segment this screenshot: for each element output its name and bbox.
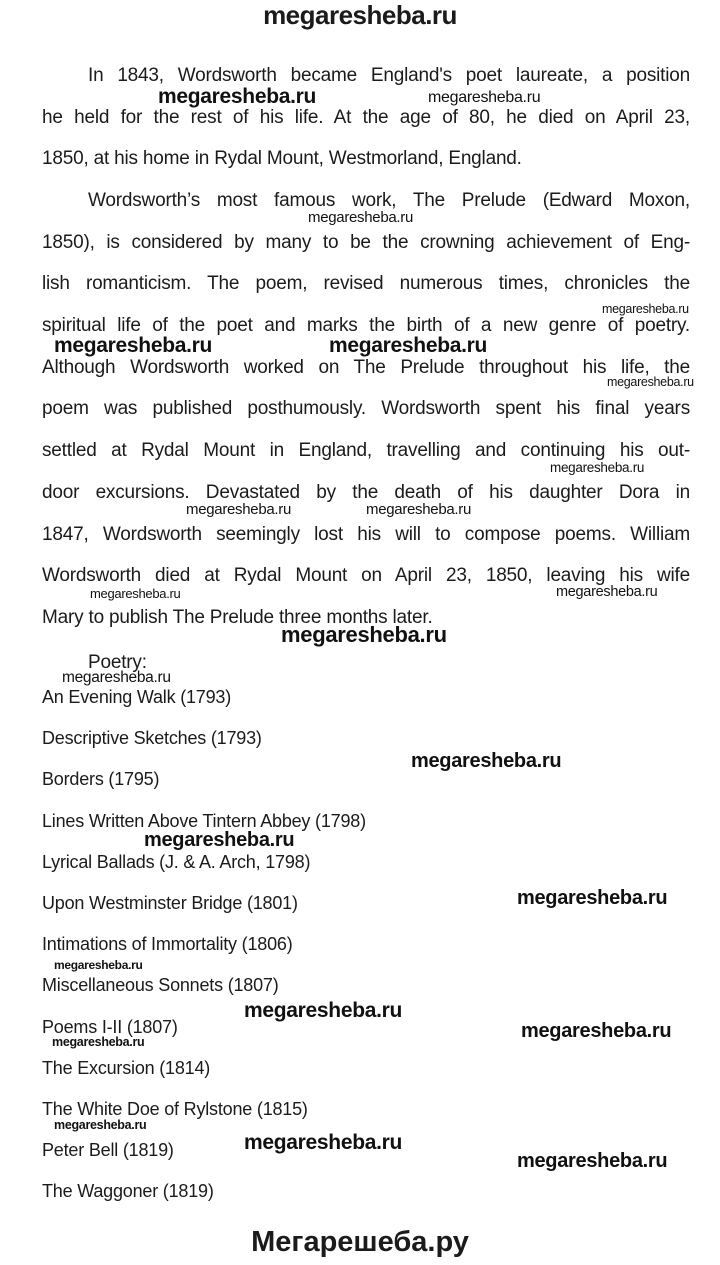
paragraph-line: Wordsworth died at Rydal Mount on April 23, 1850, leaving his wife	[42, 565, 690, 587]
watermark: megaresheba.ru	[90, 586, 181, 601]
watermark: megaresheba.ru	[329, 334, 488, 357]
poetry-list-item: Miscellaneous Sonnets (1807)	[42, 975, 279, 996]
watermark: megaresheba.ru	[54, 1118, 147, 1132]
paragraph-line: 1850), is considered by many to be the crowning achievement of Eng-	[42, 231, 690, 253]
footer-title: Мегарешеба.ру	[251, 1226, 469, 1258]
paragraph-line: 1847, Wordsworth seemingly lost his will to compose poems. William	[42, 523, 690, 545]
paragraph-1	[42, 55, 690, 180]
poetry-list-item: Intimations of Immortality (1806)	[42, 934, 293, 955]
watermark: megaresheba.ru	[186, 501, 292, 518]
watermark: megaresheba.ru	[517, 1150, 668, 1172]
watermark: megaresheba.ru	[607, 375, 694, 389]
watermark: megaresheba.ru	[52, 1035, 145, 1049]
watermark: megaresheba.ru	[411, 750, 562, 772]
poetry-list-item: Poems I-II (1807)	[42, 1016, 178, 1037]
paragraph-line: In 1843, Wordsworth became England's poet laureate, a position	[88, 65, 690, 86]
paragraph-line: Wordsworth’s most famous work, The Prelude (Edward Moxon,	[88, 190, 690, 211]
paragraph-line: door excursions. Devastated by the death of his daughter Dora in	[42, 481, 690, 503]
watermark: megaresheba.ru	[521, 1020, 672, 1042]
poetry-list-item: An Evening Walk (1793)	[42, 687, 232, 707]
poetry-list-item: Lines Written Above Tintern Abbey (1798)	[42, 810, 366, 831]
watermark: megaresheba.ru	[54, 958, 143, 972]
watermark: megaresheba.ru	[602, 302, 689, 316]
poetry-list-item: The Excursion (1814)	[42, 1057, 211, 1078]
watermark: megaresheba.ru	[244, 999, 403, 1022]
poetry-list-item: Descriptive Sketches (1793)	[42, 728, 262, 749]
watermark: megaresheba.ru	[62, 669, 171, 686]
paragraph-line: Mary to publish The Prelude three months later.	[42, 606, 433, 628]
poetry-list-item: Lyrical Ballads (J. & A. Arch, 1798)	[42, 851, 311, 872]
watermark: megaresheba.ru	[244, 1131, 403, 1154]
paragraph-line: lish romanticism. The poem, revised numerous times, chronicles the	[42, 273, 690, 295]
watermark: megaresheba.ru	[550, 460, 645, 475]
paragraph-line: Although Wordsworth worked on The Prelude throughout his life, the	[42, 356, 690, 378]
poetry-list-item: The Waggoner (1819)	[42, 1181, 214, 1202]
watermark: megaresheba.ru	[366, 501, 472, 518]
poetry-heading: Poetry:	[88, 652, 147, 673]
paragraph-line: settled at Rydal Mount in England, travelling and continuing his out-	[42, 440, 690, 462]
watermark: megaresheba.ru	[428, 89, 541, 106]
poetry-list-item: Peter Bell (1819)	[42, 1140, 174, 1161]
page-title: megaresheba.ru	[263, 0, 457, 30]
watermark: megaresheba.ru	[158, 85, 317, 108]
watermark: megaresheba.ru	[144, 829, 295, 851]
paragraph-line: spiritual life of the poet and marks the birth of a new genre of poetry.	[42, 315, 690, 337]
watermark: megaresheba.ru	[308, 209, 414, 226]
poetry-list-item: Borders (1795)	[42, 769, 160, 790]
watermark: megaresheba.ru	[517, 887, 668, 909]
watermark: megaresheba.ru	[556, 584, 658, 600]
watermark: megaresheba.ru	[281, 622, 447, 647]
poetry-list-item: The White Doe of Rylstone (1815)	[42, 1098, 308, 1119]
paragraph-line: 1850, at his home in Rydal Mount, Westmorland, England.	[42, 148, 522, 170]
watermark: megaresheba.ru	[54, 334, 213, 357]
poetry-list-item: Upon Westminster Bridge (1801)	[42, 892, 298, 913]
paragraph-line: poem was published posthumously. Wordsworth spent his final years	[42, 398, 690, 420]
paragraph-2	[42, 180, 690, 639]
paragraph-line: he held for the rest of his life. At the age of 80, he died on April 23,	[42, 106, 690, 128]
